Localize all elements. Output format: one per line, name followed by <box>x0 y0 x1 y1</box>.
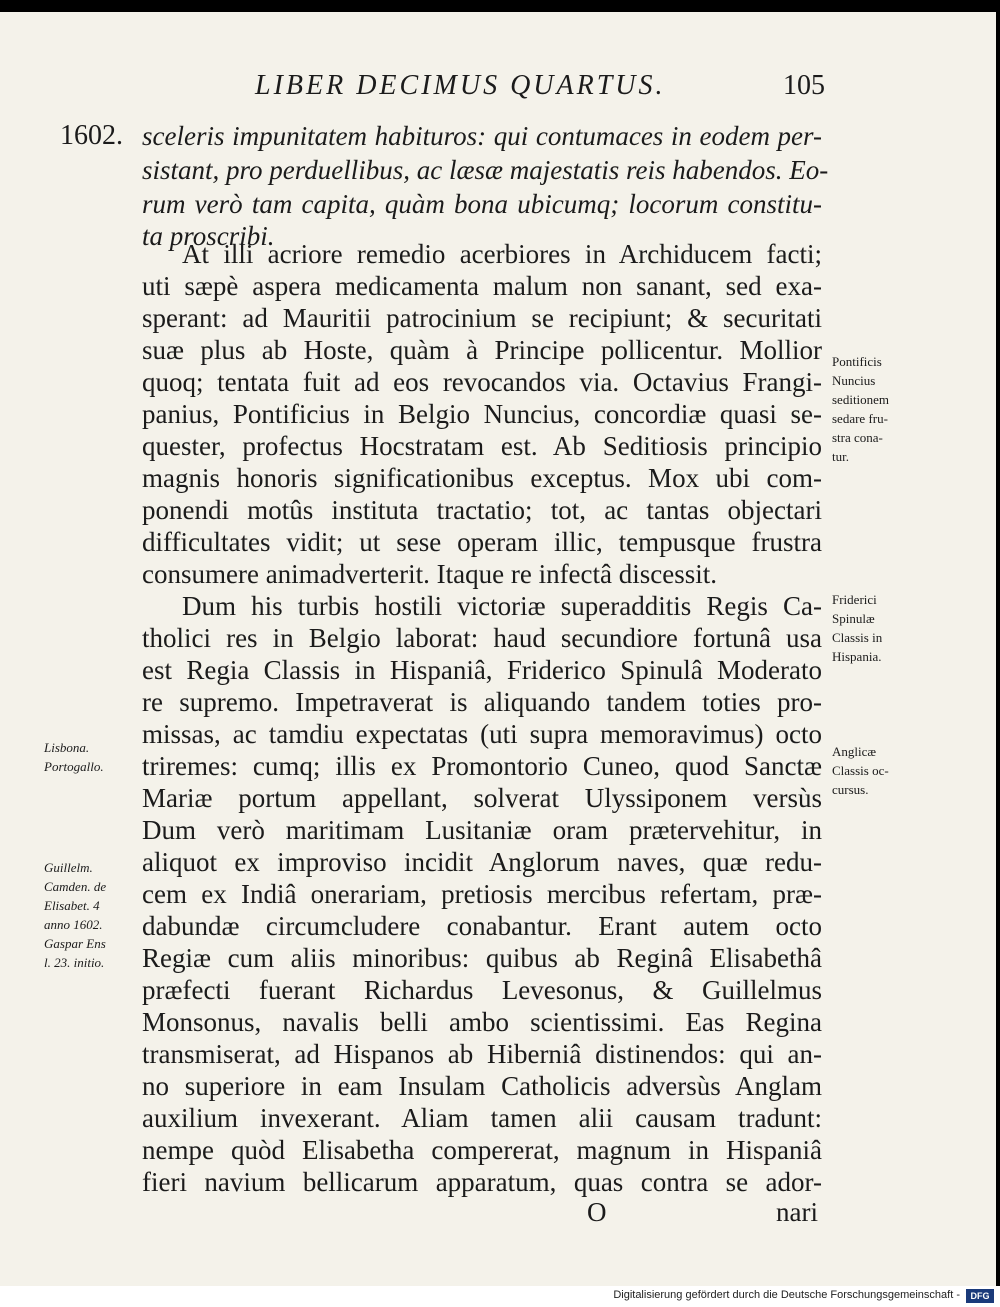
text-line: suæ plus ab Hoste, quàm à Principe pollicentur. Mollior <box>142 335 822 365</box>
text-line: uti sæpè aspera medicamenta malum non sanant, sed exa- <box>142 271 822 301</box>
text-line: magnis honoris significationibus exceptus. Mox ubi com- <box>142 463 822 493</box>
text-line: sceleris impunitatem habituros: qui contumaces in eodem per- <box>142 121 822 151</box>
text-line: triremes: cumq; illis ex Promontorio Cuneo, quod Sanctæ <box>142 751 822 781</box>
marginal-note-left: Lisbona. Portogallo. <box>44 740 104 774</box>
text-line: sperant: ad Mauritii patrocinium se recipiunt; & securitati <box>142 303 822 333</box>
year-marker: 1602. <box>60 120 123 151</box>
text-line: auxilium invexerant. Aliam tamen alii causam tradunt: <box>142 1103 822 1133</box>
text-line: est Regia Classis in Hispaniâ, Friderico Spinulâ Moderato <box>142 655 822 685</box>
text-line: Monsonus, navalis belli ambo scientissimi. Eas Regina <box>142 1007 822 1037</box>
text-line: consumere animadverterit. Itaque re infectâ discessit. <box>142 559 718 589</box>
text-line: ponendi motûs instituta tractatio; tot, ac tantas objectari <box>142 495 822 525</box>
marginal-note-right: Pontificis Nuncius seditionem sedare fru- stra cona- tur. <box>832 354 890 464</box>
catchword: nari <box>776 1197 818 1227</box>
text-line: Mariæ portum appellant, solverat Ulyssiponem versùs <box>142 783 822 813</box>
page-number: 105 <box>783 70 825 101</box>
book-page <box>0 12 996 1286</box>
footer-band <box>0 1286 1000 1307</box>
footer-text: Digitalisierung gefördert durch die Deutsche Forschungsgemeinschaft - <box>613 1289 960 1301</box>
text-line: At illi acriore remedio acerbiores in Archiducem facti; <box>182 239 822 269</box>
text-line: Regiæ cum aliis minoribus: quibus ab Reginâ Elisabethâ <box>142 943 822 973</box>
text-line: difficultates vidit; ut sese operam illic, tempusque frustra <box>142 527 822 557</box>
dfg-logo: DFG <box>966 1289 994 1303</box>
text-line: dabundæ circumcludere conabantur. Erant autem octo <box>142 911 822 941</box>
text-line: re supremo. Impetraverat is aliquando tandem toties pro- <box>142 687 822 717</box>
text-line: Dum verò maritimam Lusitaniæ oram prætervehitur, in <box>142 815 822 845</box>
text-line: transmiserat, ad Hispanos ab Hiberniâ distinendos: qui an- <box>142 1039 822 1069</box>
text-line: Dum his turbis hostili victoriæ superadditis Regis Ca- <box>182 591 822 621</box>
marginal-note-right: Anglicæ Classis oc- cursus. <box>832 744 889 797</box>
text-line: aliquot ex improviso incidit Anglorum naves, quæ redu- <box>142 847 822 877</box>
signature-mark: O <box>587 1197 607 1227</box>
marginal-note-left: Guillelm. Camden. de Elisabet. 4 anno 1602. Gaspar Ens l. 23. initio. <box>44 860 107 970</box>
text-line: missas, ac tamdiu expectatas (uti supra memoravimus) octo <box>142 719 822 749</box>
marginal-note-right: Friderici Spinulæ Classis in Hispania. <box>832 592 883 664</box>
text-line: panius, Pontificius in Belgio Nuncius, concordiæ quasi se- <box>142 399 822 429</box>
text-line: no superiore in eam Insulam Catholicis adversùs Anglam <box>142 1071 822 1101</box>
text-line: quoq; tentata fuit ad eos revocandos via. Octavius Frangi- <box>142 367 822 397</box>
text-line: nempe quòd Elisabetha compererat, magnum in Hispaniâ <box>142 1135 822 1165</box>
text-line: ta proscribi. <box>142 221 275 251</box>
text-line: præfecti fuerant Richardus Levesonus, & Guillelmus <box>142 975 822 1005</box>
text-line: cem ex Indiâ onerariam, pretiosis mercibus refertam, præ- <box>142 879 822 909</box>
text-line: quester, profectus Hocstratam est. Ab Seditiosis principio <box>142 431 822 461</box>
text-line: tholici res in Belgio laborat: haud secundiore fortunâ usa <box>142 623 822 653</box>
text-line: sistant, pro perduellibus, ac læsæ majestatis reis habendos. Eo- <box>142 155 829 185</box>
text-line: fieri navium bellicarum apparatum, quas contra se ador- <box>142 1167 822 1197</box>
running-head: LIBER DECIMUS QUARTUS. <box>255 70 666 101</box>
text-line: rum verò tam capita, quàm bona ubicumq; locorum constitu- <box>142 189 822 219</box>
